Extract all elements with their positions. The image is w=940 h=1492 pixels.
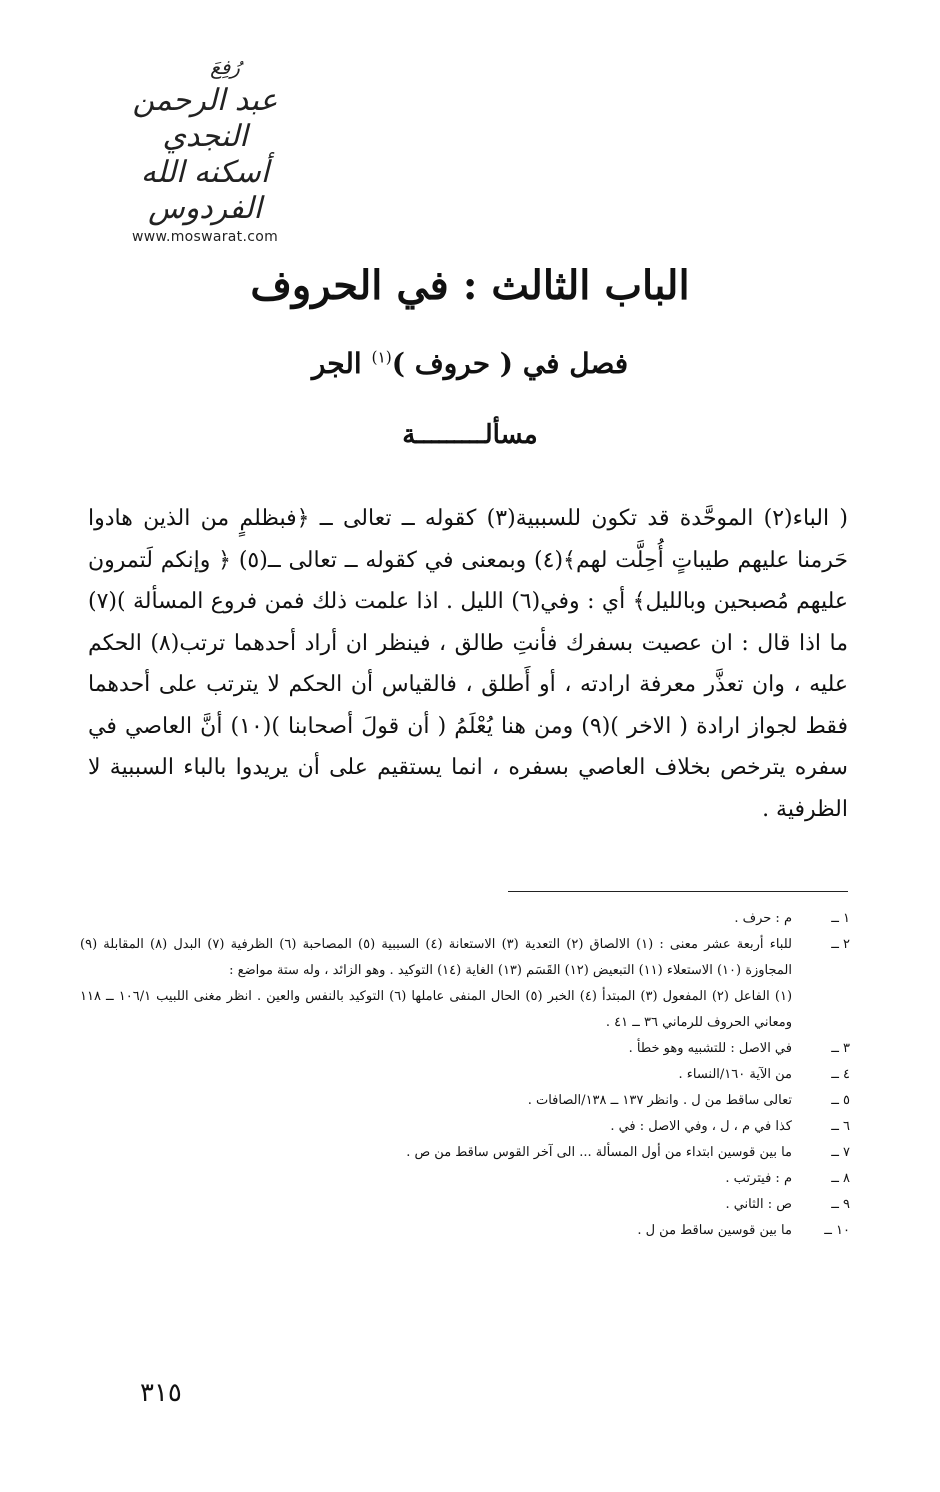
body-paragraph: ( الباء(٢) الموحَّدة قد تكون للسببية(٣) كقوله ــ تعالى ــ ﴿فبظلمٍ من الذين هادوا حَرمنا عليهم طيباتٍ أُحِلَّت لهم﴾(٤) وبمعنى في كقوله ــ تعالى ــ(٥) ﴿ وإنكم لَتمرون عليهم مُصبحين وبالليل﴾ أي : وفي(٦) الليل . اذا علمت ذلك فمن فروع المسألة )(٧) ما اذا قال : ان عصيت بسفرك فأنتِ طالق ، فينظر ان أراد أحدهما ترتب(٨) الحكم عليه ، وان تعذَّر معرفة ارادته ، أو أَطلق ، فالقياس أن الحكم لا يترتب على أحدهما فقط لجواز ارادة ( الاخر )(٩) ومن هنا يُعْلَمُ ( أن قولَ أصحابنا )(١٠) أنَّ العاصي في سفره يترخص بخلاف العاصي بسفره ، انما يستقيم على أن يريدوا بالباء السببية لا الظرفية .: [88, 506, 848, 822]
footnote-text: (١) الفاعل (٢) المفعول (٣) المبتدأ (٤) الخبر (٥) الحال المنفى عاملها (٦) التوكيد بالنفس والعين . انظر مغنى اللبيب ١٠٦/١ ــ ١١٨ ومعاني الحروف للرماني ٣٦ ــ ٤١ .: [80, 989, 793, 1030]
footnote-number: ٢ ــ: [831, 937, 850, 952]
main-text: [88, 498, 848, 830]
footnote-number: ٩ ــ: [831, 1197, 850, 1212]
footnote-text: كذا في م ، ل ، وفي الاصل : في .: [610, 1119, 792, 1134]
footnote-item: [80, 1114, 850, 1140]
footnote-item: [80, 1062, 850, 1088]
stamp-line-prayer: أسكنه الله الفردوس: [140, 155, 270, 226]
section-subtitle: [0, 347, 940, 380]
footnote-text: للباء أربعة عشر معنى : (١) الالصاق (٢) التعدية (٣) الاستعانة (٤) السببية (٥) المصاحبة (٦) الظرفية (٧) البدل (٨) المقابلة (٩) المجاوزة (١٠) الاستعلاء (١١) التبعيض (١٢) القَسَم (١٣) الغاية (١٤) التوكيد . وهو الزائد ، وله ستة مواضع :: [80, 937, 792, 978]
footnote-text: ما بين قوسين ابتداء من أول المسألة ... الى آخر القوس ساقط من ص .: [406, 1145, 792, 1160]
footnote-text: م : فيترتب .: [725, 1171, 792, 1186]
footnote-item: [80, 1140, 850, 1166]
footnote-number: ١٠ ــ: [824, 1223, 850, 1238]
footnote-number: ٥ ــ: [831, 1093, 850, 1108]
footnote-number: ١ ــ: [831, 911, 850, 926]
footnote-item: [80, 1166, 850, 1192]
footnote-text: تعالى ساقط من ل . وانظر ١٣٧ ــ ١٣٨/الصافات .: [527, 1093, 792, 1108]
subtitle-text-pre: فصل في ( حروف ): [391, 347, 629, 380]
issue-heading: مسألـــــــــة: [402, 420, 538, 450]
stamp-line-name: عبد الرحمن النجدي: [132, 83, 278, 154]
footnote-divider: [508, 891, 848, 892]
footnote-text: ص : الثاني .: [725, 1197, 792, 1212]
footnote-item: [80, 984, 850, 1036]
footnote-item: [80, 932, 850, 984]
footnote-item: [80, 906, 850, 932]
footnote-number: ٣ ــ: [831, 1041, 850, 1056]
footnote-item: [80, 1036, 850, 1062]
stamp-line-raised: رُفِعَ: [210, 55, 240, 79]
footnote-number: [792, 984, 850, 1036]
footnote-item: [80, 1192, 850, 1218]
footnote-item: [80, 1088, 850, 1114]
footnote-number: ٤ ــ: [831, 1067, 850, 1082]
footnote-text: في الاصل : للتشبيه وهو خطأ .: [628, 1041, 792, 1056]
subtitle-text-post: الجر: [311, 347, 372, 380]
footnote-number: ٦ ــ: [831, 1119, 850, 1134]
chapter-title: الباب الثالث : في الحروف: [250, 262, 690, 309]
footnote-number: ٧ ــ: [831, 1145, 850, 1160]
footnote-text: ما بين قوسين ساقط من ل .: [637, 1223, 792, 1238]
footnote-text: م : حرف .: [734, 911, 792, 926]
signature-stamp: [95, 55, 315, 245]
footnotes: [80, 906, 850, 1244]
footnote-number: ٨ ــ: [831, 1171, 850, 1186]
footnote-text: من الآية ١٦٠/النساء .: [678, 1067, 792, 1082]
stamp-url: www.moswarat.com: [131, 229, 279, 245]
footnote-item: [80, 1218, 850, 1244]
subtitle-footnote-ref: (١): [371, 348, 392, 367]
page-number: ٣١٥: [140, 1378, 182, 1408]
